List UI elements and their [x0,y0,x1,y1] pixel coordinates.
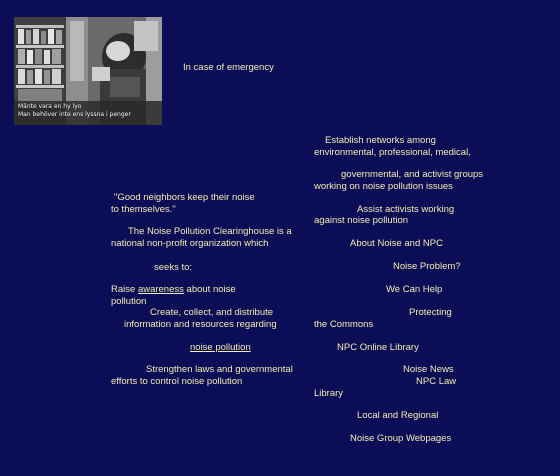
intro-line3: seeks to: [154,262,193,273]
still-subtitle-line1: Mänte vara en hy lyo [18,103,82,110]
nav-law-library-line2[interactable]: Library [314,388,344,399]
goal-networks-line3: governmental, and activist groups [341,169,484,180]
goal-networks-line4: working on noise pollution issues [314,181,453,192]
goal-networks-line2: environmental, professional, medical, [314,147,471,158]
goal-laws-line1: Strengthen laws and governmental [146,364,293,375]
nav-noise-group-webpages[interactable]: Noise Group Webpages [350,433,452,444]
goal-laws-line2: efforts to control noise pollution [111,376,243,387]
nav-local-regional[interactable]: Local and Regional [357,410,439,421]
nav-online-library[interactable]: NPC Online Library [337,342,419,353]
still-subtitle-line2: Man behöver inte ens lyssna i penger [18,111,131,118]
goal-awareness-suffix: about noise [183,284,236,295]
goal-distribute-line1: Create, collect, and distribute [150,307,274,318]
goal-awareness-line1 [111,284,236,296]
goal-assist-line2: against noise pollution [314,215,409,226]
nav-noise-problem[interactable]: Noise Problem? [393,261,461,272]
goal-awareness-line2: pollution [111,296,147,307]
goal-networks-line1: Establish networks among [325,135,436,146]
nav-law-library-line1[interactable]: NPC Law [416,376,457,387]
nav-about-noise-npc[interactable]: About Noise and NPC [350,238,443,249]
emergency-link[interactable]: In case of emergency [183,62,274,73]
goal-distribute-line2: information and resources regarding [124,319,277,330]
nav-we-can-help[interactable]: We Can Help [386,284,443,295]
quote-line1: "Good neighbors keep their noise [114,192,255,203]
goal-assist-line1: Assist activists working [357,204,455,215]
intro-line2: national non-profit organization which [111,238,269,249]
nav-noise-news[interactable]: Noise News [403,364,454,375]
quote-line2: to themselves." [111,204,176,215]
goal-awareness-prefix: Raise [111,284,138,295]
noise-pollution-link[interactable]: noise pollution [190,342,251,353]
nav-protecting-commons-line2[interactable]: the Commons [314,319,374,330]
intro-line1: The Noise Pollution Clearinghouse is a [128,226,292,237]
awareness-link[interactable]: awareness [137,284,184,295]
header-still-image [14,17,162,125]
nav-protecting-commons-line1[interactable]: Protecting [409,307,452,318]
